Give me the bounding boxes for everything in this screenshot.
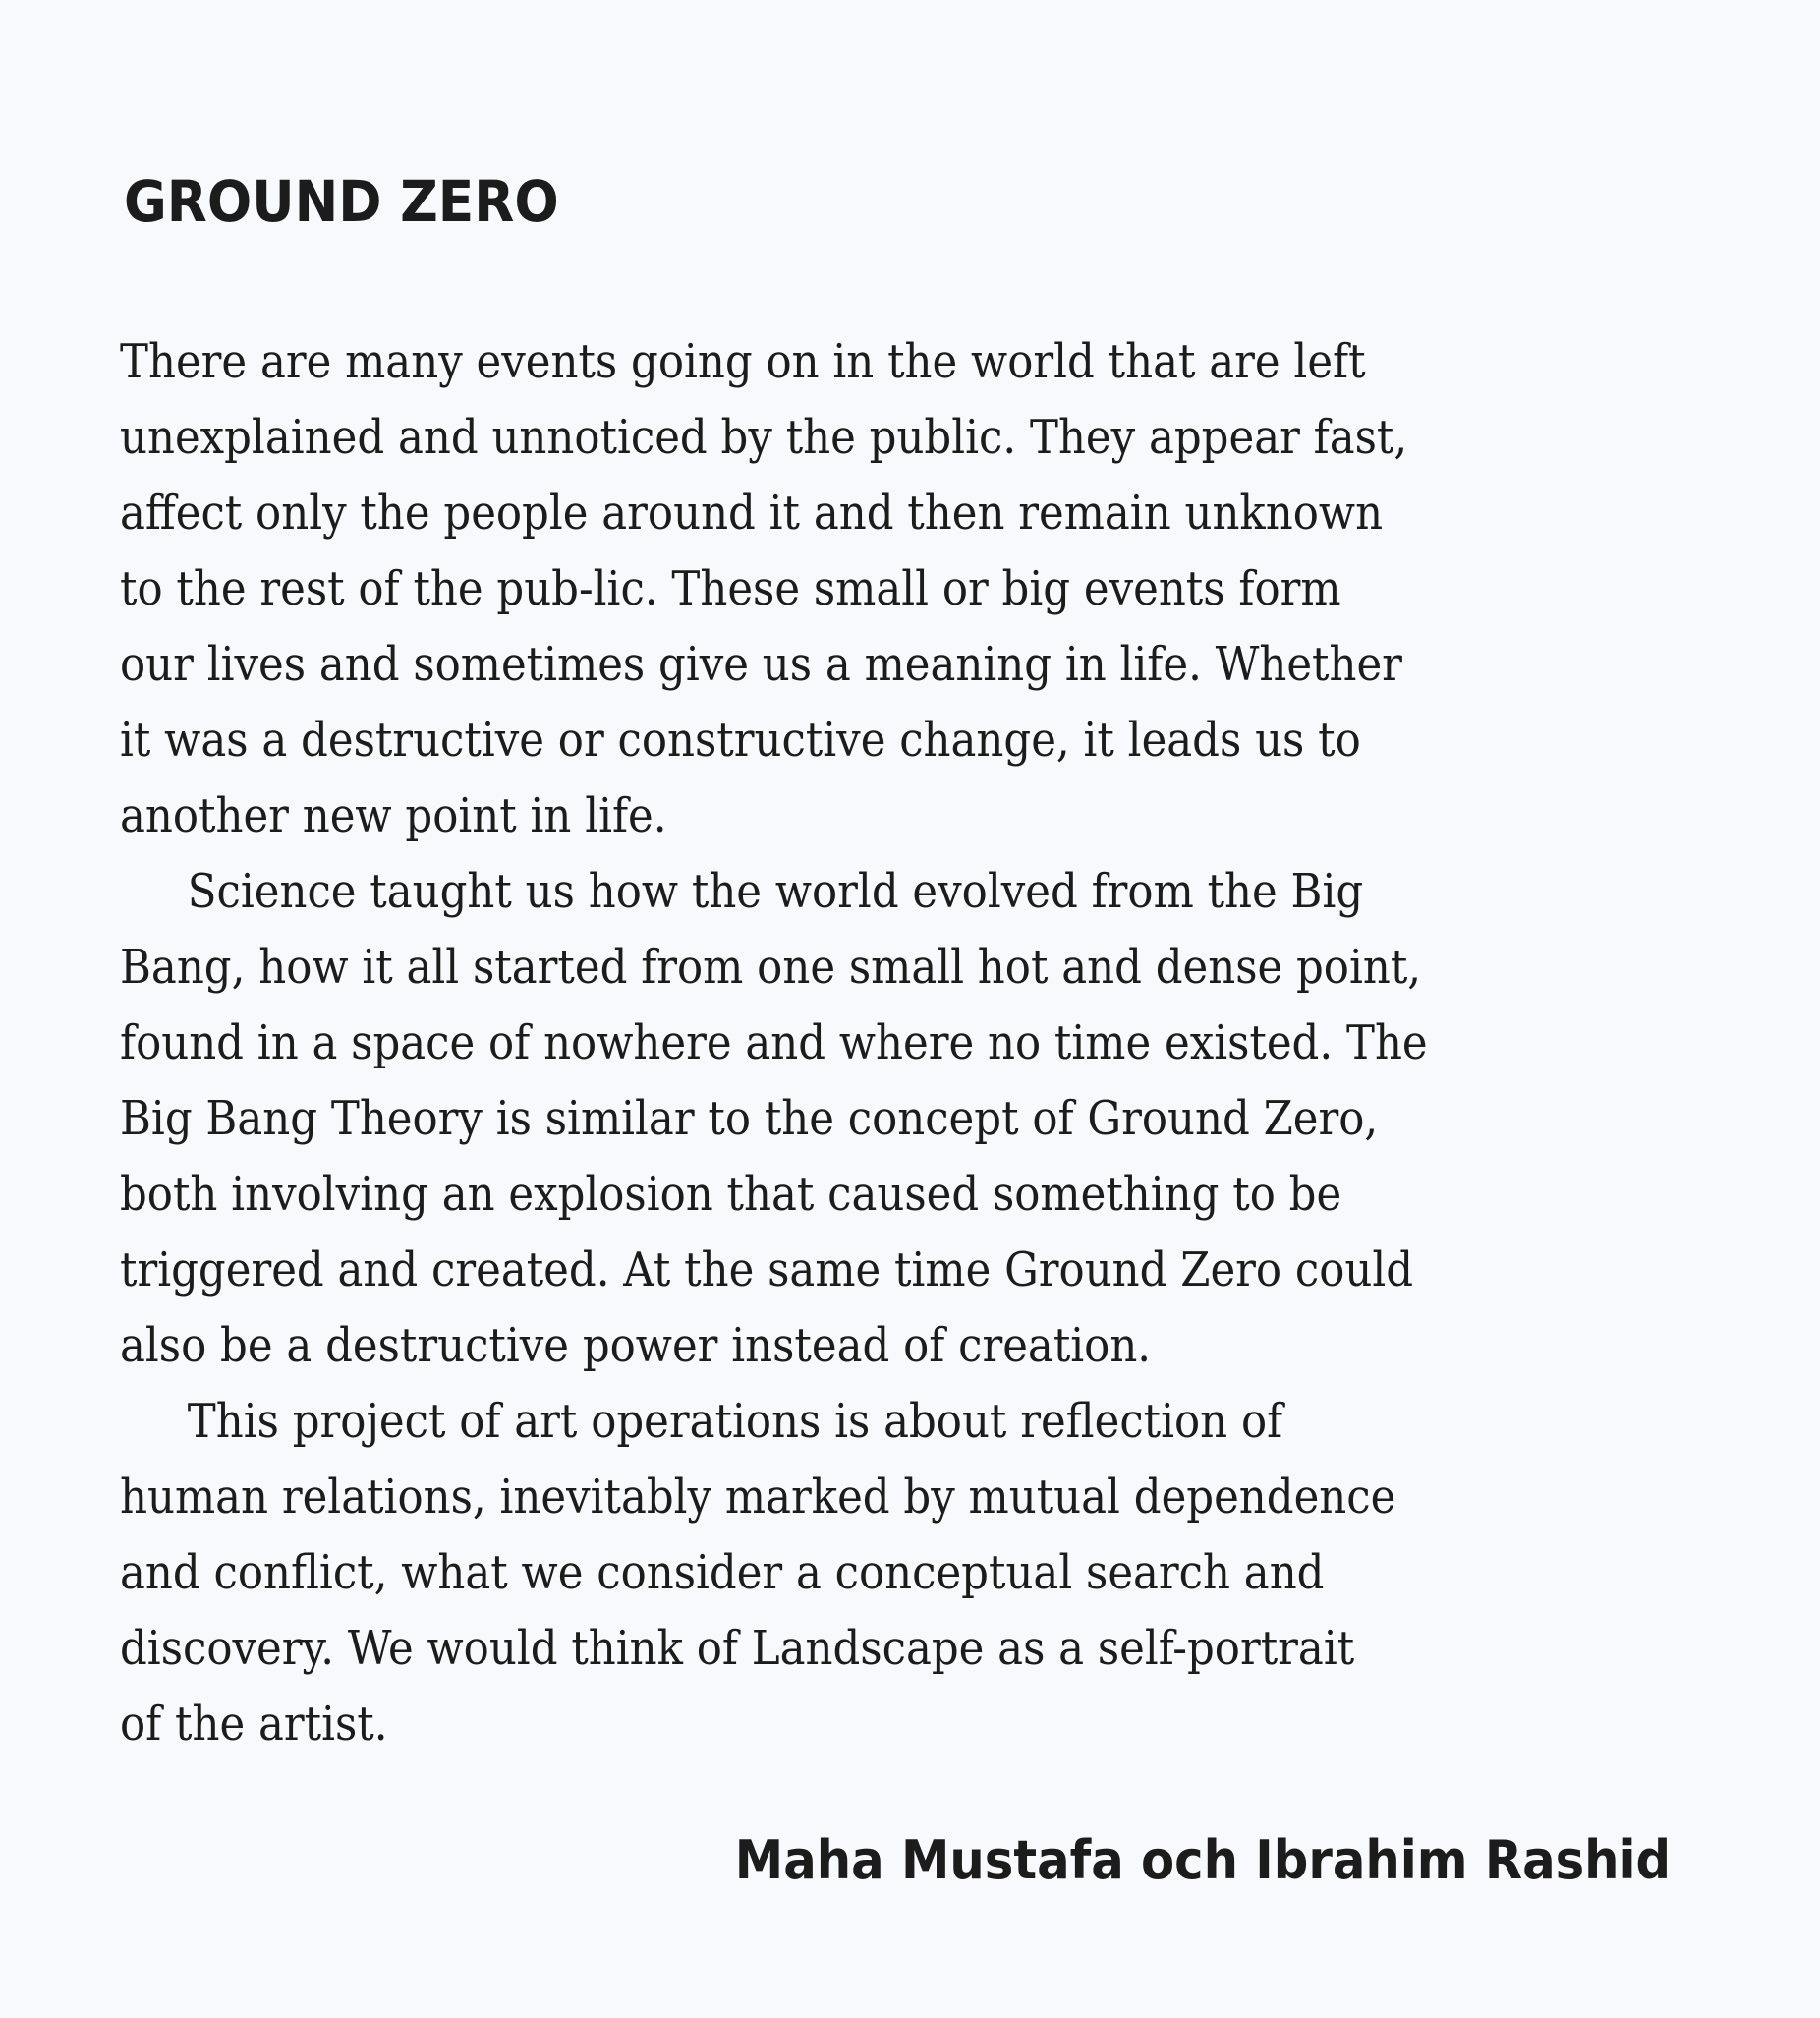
paragraph-3-line-5: of the artist.	[120, 1697, 388, 1752]
paragraph-1-line-6: it was a destructive or constructive change, it leads us to	[120, 713, 1361, 768]
paragraph-2-line-1: Science taught us how the world evolved from the Big	[187, 864, 1364, 919]
paragraph-3-line-4: discovery. We would think of Landscape as a self-portrait	[120, 1621, 1355, 1676]
paragraph-1-line-2: unexplained and unnoticed by the public. They appear fast,	[120, 410, 1408, 465]
paragraph-2-line-2: Bang, how it all started from one small hot and dense point,	[120, 940, 1422, 995]
paragraph-2-line-6: triggered and created. At the same time Ground Zero could	[120, 1242, 1414, 1297]
author-signature: Maha Mustafa och Ibrahim Rashid	[734, 1829, 1671, 1891]
paragraph-1-line-3: affect only the people around it and then remain unknown	[120, 486, 1384, 541]
document-title: GROUND ZERO	[124, 168, 559, 235]
paragraph-3-line-3: and conflict, what we consider a conceptual search and	[120, 1545, 1325, 1600]
paragraph-1-line-7: another new point in life.	[120, 788, 667, 843]
paragraph-3-line-2: human relations, inevitably marked by mutual dependence	[120, 1470, 1396, 1525]
paragraph-1-line-1: There are many events going on in the world that are left	[120, 334, 1366, 389]
paragraph-2-line-4: Big Bang Theory is similar to the concept of Ground Zero,	[120, 1091, 1379, 1146]
paragraph-3-line-1: This project of art operations is about reflection of	[187, 1394, 1283, 1449]
paragraph-2-line-5: both involving an explosion that caused something to be	[120, 1167, 1342, 1222]
paragraph-1-line-4: to the rest of the pub-lic. These small or big events form	[120, 561, 1341, 616]
paragraph-1-line-5: our lives and sometimes give us a meaning in life. Whether	[120, 637, 1402, 692]
body-text	[120, 324, 1791, 1762]
paragraph-2-line-7: also be a destructive power instead of creation.	[120, 1318, 1152, 1373]
paragraph-2-line-3: found in a space of nowhere and where no time existed. The	[120, 1015, 1428, 1070]
